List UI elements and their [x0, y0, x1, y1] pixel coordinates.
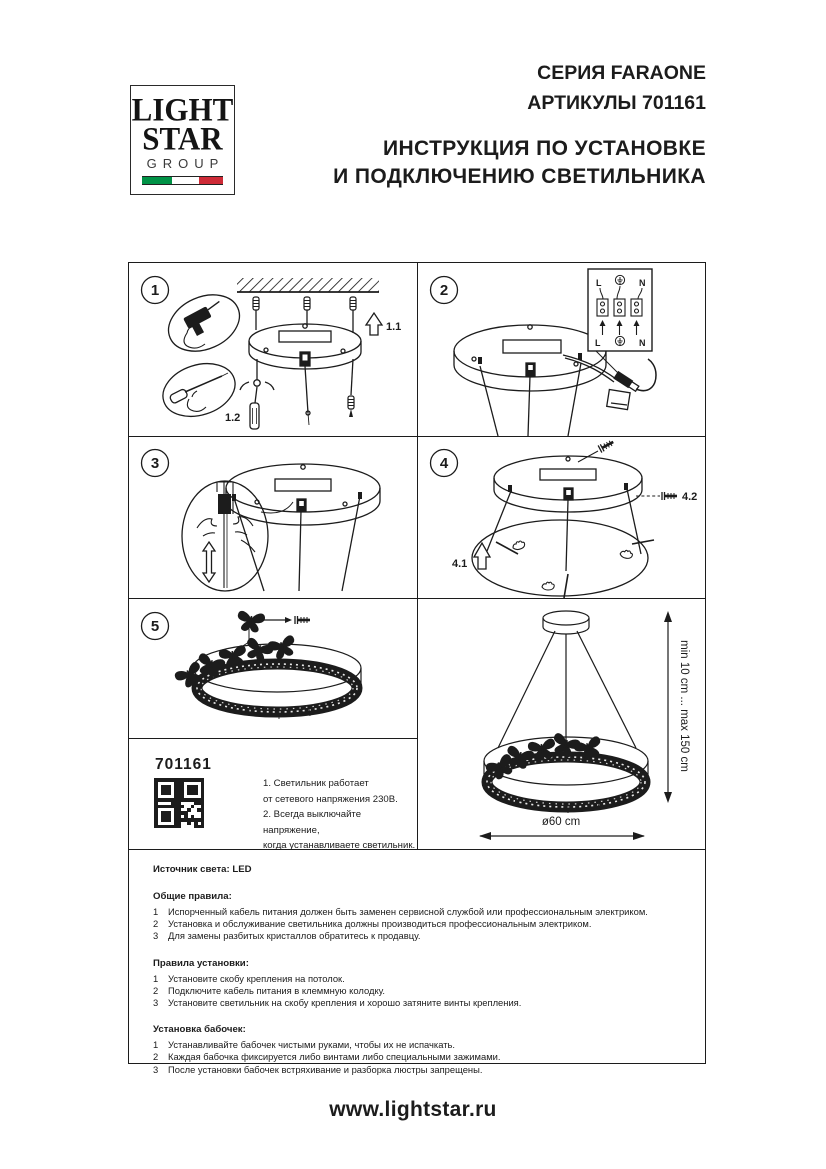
- right-hand: [233, 517, 255, 552]
- step5-panel: [129, 598, 418, 738]
- series-title: СЕРИЯ FARAONE: [537, 62, 706, 84]
- step2-diagram: [418, 263, 704, 436]
- rule-item: 2 Каждая бабочка фиксируется либо винтами либо специальными зажимами.: [153, 1051, 501, 1063]
- dim-arrow-top: [664, 611, 672, 622]
- section-butterfly-rules: [153, 1024, 682, 1076]
- rule-item: 2 Установка и обслуживание светильника должны производиться профессиональным электриком.: [153, 918, 592, 930]
- website-url: www.lightstar.ru: [329, 1098, 497, 1121]
- italian-flag-bar: [142, 176, 223, 185]
- step2-number: 2: [439, 282, 449, 299]
- ceiling-hatch: [237, 278, 379, 292]
- canopy-top: [543, 611, 589, 625]
- step2-panel: [418, 263, 704, 436]
- rule-item: 1 Испорченный кабель питания должен быть заменен сервисной службой или профессиональным электриком.: [153, 906, 648, 917]
- callout-arrowhead: [285, 617, 292, 623]
- instruction-title-line2: И ПОДКЛЮЧЕНИЮ СВЕТИЛЬНИКА: [333, 165, 706, 188]
- dim-arrow-left: [479, 832, 491, 840]
- instruction-title: [333, 135, 706, 191]
- rule-item: 3 После установки бабочек встряхивание и разборка люстры запрещены.: [153, 1063, 483, 1075]
- qr-code: [154, 778, 204, 828]
- article-number: 701161: [155, 756, 212, 773]
- instruction-title-line1: ИНСТРУКЦИЯ ПО УСТАНОВКЕ: [382, 137, 706, 160]
- butterfly-detached: [236, 611, 264, 633]
- label-4-1: 4.1: [452, 558, 468, 570]
- terminal-l-top: L: [596, 278, 602, 288]
- height-dimension-label: min 10 cm ... max 150 cm: [678, 640, 690, 772]
- diagram-table: [128, 262, 706, 1075]
- step4-diagram: [418, 436, 704, 598]
- step4-panel: [418, 436, 704, 598]
- screwdriver-handle: [250, 403, 259, 429]
- step4-number: 4: [439, 455, 449, 472]
- terminal-n-top: N: [639, 278, 646, 288]
- rule-item: 3 Для замены разбитых кристаллов обратитесь к продавцу.: [153, 930, 421, 942]
- terminal-n-bottom: N: [639, 338, 646, 348]
- step5-number: 5: [150, 618, 160, 635]
- loose-screw: [598, 438, 615, 452]
- terminal-l-bottom: L: [595, 338, 601, 348]
- double-arrow-vertical: [203, 542, 215, 582]
- section-heading: Установка бабочек:: [153, 1024, 246, 1036]
- note-line: 2. Всегда выключайте напряжение,: [263, 809, 362, 836]
- flag-red: [199, 177, 223, 184]
- dim-arrow-right: [633, 832, 645, 840]
- safety-notes: [263, 776, 418, 854]
- article-panel: [129, 738, 418, 852]
- note-line: когда устанавливаете светильник.: [263, 840, 416, 852]
- note-line: 1. Светильник работает: [263, 778, 369, 789]
- logo-group: GROUP: [146, 156, 225, 171]
- dimensions-panel: [418, 598, 704, 849]
- specs-panel: [129, 849, 704, 1075]
- label-4-2: 4.2: [682, 491, 698, 503]
- step1-diagram: [129, 263, 418, 436]
- screw-4-2: [662, 492, 677, 500]
- canopy-side: [543, 618, 589, 634]
- step3-panel: [129, 436, 418, 598]
- flag-white: [172, 177, 199, 184]
- flag-green: [142, 177, 172, 184]
- left-hand: [197, 519, 217, 536]
- fixture-outline: [472, 520, 648, 596]
- rule-item: 1 Установите скобу крепления на потолок.: [153, 972, 345, 984]
- plug-connector: [607, 359, 656, 410]
- step5-diagram: [129, 598, 418, 738]
- logo-light: LIGHT: [131, 91, 234, 128]
- step1-number: 1: [150, 282, 160, 299]
- chandelier-diagram: [418, 598, 704, 849]
- section-heading: Правила установки:: [153, 957, 249, 969]
- label-1-1: 1.1: [386, 321, 402, 333]
- drill-icon: [183, 300, 229, 338]
- butterfly: [267, 635, 298, 661]
- section-heading: Общие правила:: [153, 891, 232, 902]
- inset-leader: [596, 351, 620, 375]
- light-source: Источник света: LED: [153, 864, 252, 875]
- butterfly-screw: [295, 616, 310, 624]
- arrow-up-1-1: [366, 313, 382, 335]
- articles-title: АРТИКУЛЫ 701161: [527, 92, 706, 114]
- header-titles: [333, 58, 706, 191]
- step1-panel: [129, 263, 418, 436]
- rule-item: 2 Подключите кабель питания в клеммную колодку.: [153, 984, 386, 996]
- terminal-inset: [588, 269, 652, 351]
- screwdriver-icon: [169, 373, 228, 404]
- mount-ring-bracket: [279, 331, 331, 342]
- diameter-label: ø60 cm: [541, 816, 581, 828]
- rule-item: 3 Установите светильник на скобу крепления и хорошо затяните винты крепления.: [153, 997, 522, 1009]
- dim-arrow-bottom: [664, 792, 672, 803]
- rule-item: 1 Устанавливайте бабочек чистыми руками, чтобы их не испачкать.: [153, 1039, 456, 1051]
- note-line: от сетевого напряжения 230В.: [263, 793, 398, 805]
- step3-number: 3: [150, 455, 160, 472]
- lightstar-logo: [130, 85, 235, 195]
- arrow-up-4-1: [474, 543, 490, 569]
- section-install-rules: [153, 958, 682, 1010]
- step3-diagram: [129, 436, 418, 598]
- section-general-rules: [153, 891, 682, 943]
- label-1-2: 1.2: [225, 412, 241, 424]
- screwdriver-hand: [187, 391, 206, 411]
- inset-drill-oval: [160, 284, 249, 362]
- logo-star: STAR: [142, 120, 223, 157]
